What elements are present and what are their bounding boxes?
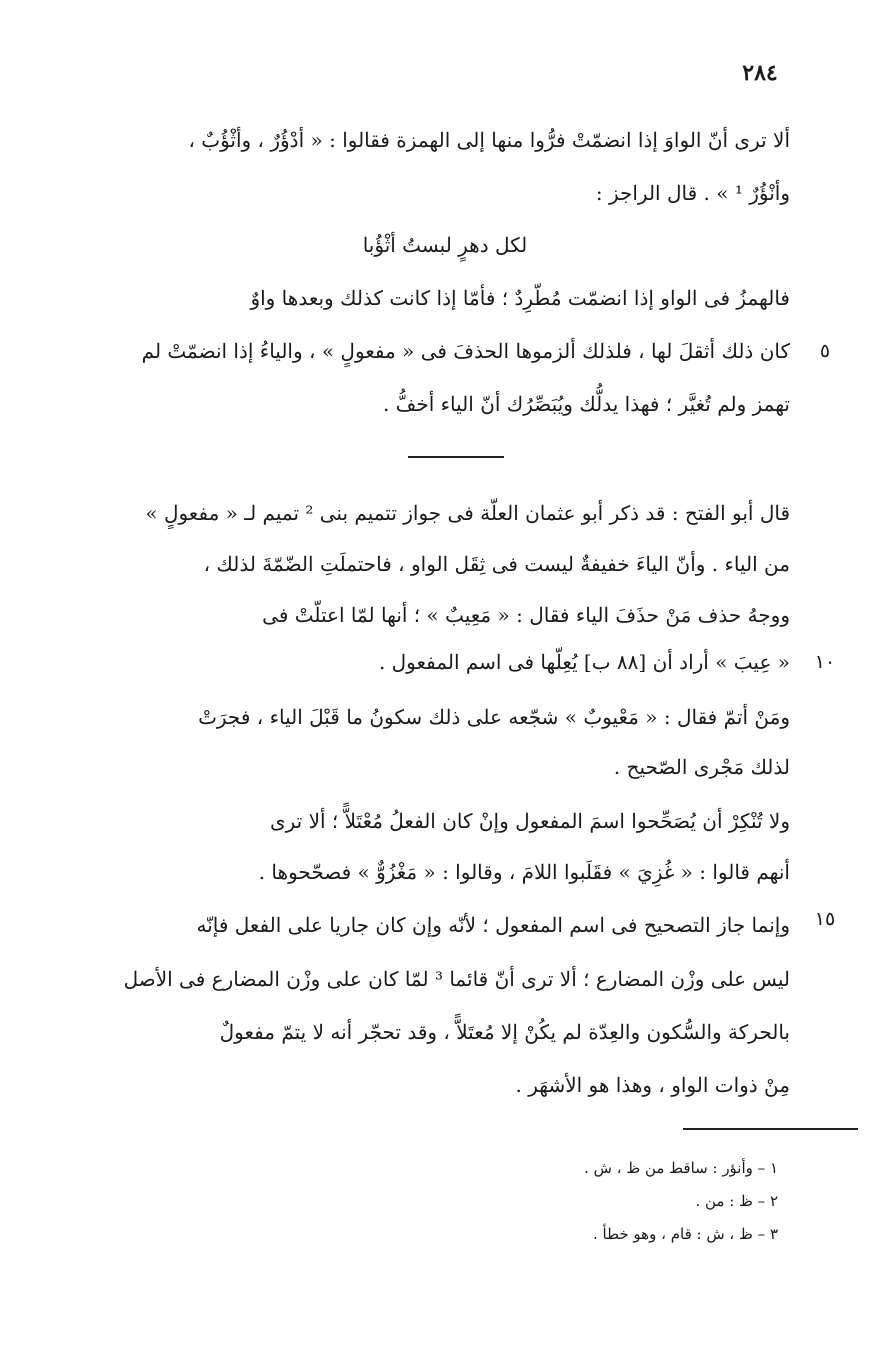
text-line: ومَنْ أتمّ فقال : « مَعْيوبٌ » شجّعه على ذلك سكونُ ما قَبْلَ الياء ، فجرَتْ [198, 705, 790, 729]
text-line: « عِيبَ » أراد أن [٨٨ ب] يُعِلّها فى اسم المفعول . [378, 650, 790, 674]
footnote: ٢ – ظ : من . [695, 1192, 778, 1210]
text-line: من الياء . وأنّ الياءَ خفيفةٌ ليست فى ثِقَل الواو ، فاحتملَتِ الضّمّةَ لذلك ، [203, 552, 790, 576]
text-line: ولا تُنْكِرْ أن يُصَحِّحوا اسمَ المفعول وإنْ كان الفعلُ مُعْتَلاًّ ؛ ألا ترى [269, 809, 790, 833]
text-line: أنهم قالوا : « غُزِيَ » فقَلَبوا اللامَ ، وقالوا : « مَغْزُوٌّ » فصحّحوها . [258, 860, 790, 884]
text-line: وإنما جاز التصحيح فى اسم المفعول ؛ لأنّه وإن كان جاريا على الفعل فإنّه [196, 913, 790, 937]
footnote-divider [683, 1128, 858, 1130]
text-line: فالهمزُ فى الواو إذا انضمّت مُطّرِدٌ ؛ فأمّا إذا كانت كذلك وبعدها واوٌ [250, 286, 790, 310]
text-line: ألا ترى أنّ الواوَ إذا انضمّتْ فرُّوا منها إلى الهمزة فقالوا : « أدْؤُرٌ ، وأثْؤُبٌ ، [188, 128, 790, 152]
text-line: وأنْؤُرٌ ¹ » . قال الراجز : [595, 181, 790, 205]
text-line: قال أبو الفتح : قد ذكر أبو عثمان العلّة فى جواز تتميم بنى ² تميم لـ « مفعولٍ » [145, 501, 790, 525]
line-number: ١٠ [814, 651, 836, 673]
page-number: ٢٨٤ [742, 60, 778, 86]
text-line: لذلك مَجْرى الصّحيح . [613, 755, 790, 779]
text-line: مِنْ ذوات الواو ، وهذا هو الأشهَر . [515, 1073, 790, 1097]
footnote: ٣ – ظ ، ش : قام ، وهو خطأ . [592, 1225, 778, 1243]
verse-line: لكل دهرٍ لبستُ أثْؤُبا [362, 233, 528, 257]
text-line: بالحركة والسُّكون والعِدّة لم يكُنْ إلا مُعتَلاًّ ، وقد تحجّر أنه لا يتمّ مفعولٌ [219, 1020, 790, 1044]
text-line: ليس على وزْن المضارع ؛ ألا ترى أنّ قائما ³ لمّا كان على وزْن المضارع فى الأصل [123, 967, 790, 991]
line-number: ١٥ [814, 908, 836, 930]
footnote: ١ – وأنؤر : ساقط من ظ ، ش . [584, 1159, 778, 1177]
text-line: تهمز ولم تُغيَّر ؛ فهذا يدلُّك ويُبَصِّرُك أنّ الياء أخفُّ . [382, 392, 790, 416]
line-number: ٥ [819, 340, 831, 362]
text-line: كان ذلك أثقلَ لها ، فلذلك ألزموها الحذفَ فى « مفعولٍ » ، والياءُ إذا انضمّتْ لم [141, 339, 790, 363]
section-divider [408, 456, 504, 458]
text-line: ووجهُ حذف مَنْ حذَفَ الياء فقال : « مَعِيبٌ » ؛ أنها لمّا اعتلّتْ فى [262, 603, 790, 627]
